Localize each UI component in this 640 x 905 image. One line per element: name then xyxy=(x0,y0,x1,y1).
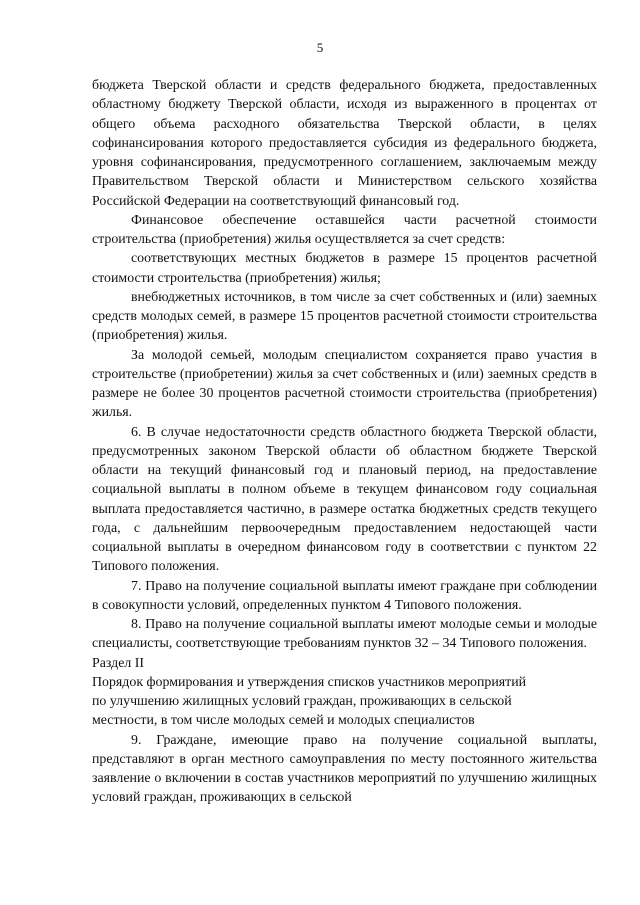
section-heading-line: местности, в том числе молодых семей и молодых специалистов xyxy=(92,713,475,729)
paragraph: соответствующих местных бюджетов в размере 15 процентов расчетной стоимости строительства (приобретения) жилья; xyxy=(92,251,597,286)
paragraph: 6. В случае недостаточности средств областного бюджета Тверской области, предусмотренных законом Тверской области об областном бюджете Тверской области на текущий финансовый год и плановый период, на предоставление социальной выплаты в полном объеме в текущем финансовом году социальная выплата предоставляется частично, в размере остатка бюджетных средств текущего года, с дальнейшим первоочередным предоставлением недостающей части социальной выплаты в очередном финансовом году в соответствии с пунктом 22 Типового положения. xyxy=(92,424,597,575)
paragraph: бюджета Тверской области и средств федерального бюджета, предоставленных областному бюджету Тверской области, исходя из выраженного в процентах от общего объема расходного обязательства Тверской области, в целях софинансирования которого предоставляется субсидия из федерального бюджета, уровня софинансирования, предусмотренного соглашением, заключаемым между Правительством Тверской области и Министерством сельского хозяйства Российской Федерации на соответствующий финансовый год. xyxy=(92,78,597,209)
paragraph: внебюджетных источников, в том числе за счет собственных и (или) заемных средств молодых семей, в размере 15 процентов расчетной стоимости строительства (приобретения) жилья. xyxy=(92,289,597,344)
paragraph: 7. Право на получение социальной выплаты имеют граждане при соблюдении в совокупности условий, определенных пунктом 4 Типового положения. xyxy=(92,578,597,613)
paragraph: 8. Право на получение социальной выплаты имеют молодые семьи и молодые специалисты, соответствующие требованиям пунктов 32 – 34 Типового положения. xyxy=(92,617,597,652)
paragraph: Финансовое обеспечение оставшейся части расчетной стоимости строительства (приобретения) жилья осуществляется за счет средств: xyxy=(92,212,597,247)
section-heading xyxy=(92,673,597,731)
paragraph: За молодой семьей, молодым специалистом сохраняется право участия в строительстве (приобретении) жилья за счет собственных и (или) заемных средств в размере не более 30 процентов расчетной стоимости строительства (приобретения) жилья. xyxy=(92,347,597,421)
paragraph: 9. Граждане, имеющие право на получение социальной выплаты, представляют в орган местного самоуправления по месту постоянного жительства заявление о включении в состав участников мероприятий по улучшению жилищных условий граждан, проживающих в сельской xyxy=(92,732,597,806)
section-heading-line: Порядок формирования и утверждения списков участников мероприятий xyxy=(92,674,527,690)
section-label: Раздел II xyxy=(92,655,145,671)
document-body xyxy=(92,76,597,808)
section-heading-line: по улучшению жилищных условий граждан, проживающих в сельской xyxy=(92,694,512,709)
page-number: 5 xyxy=(316,40,324,55)
paragraphs-before-section xyxy=(92,76,597,654)
paragraphs-after-section xyxy=(92,731,597,808)
